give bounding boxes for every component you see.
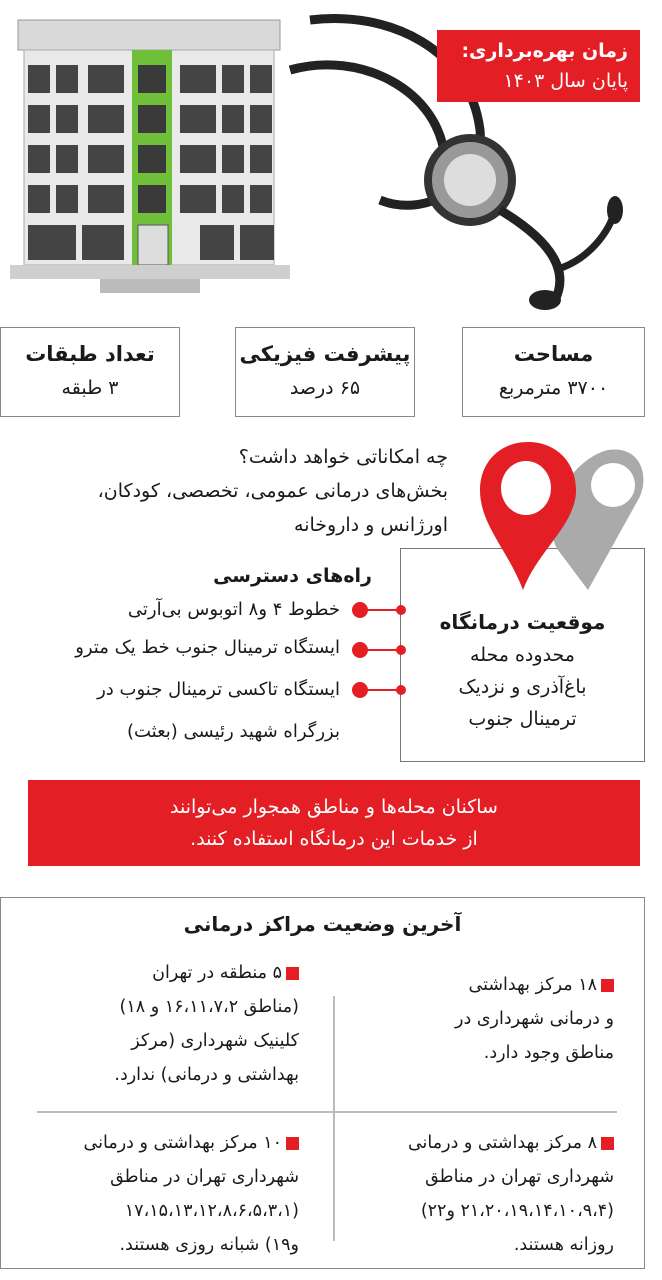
divider-horizontal <box>37 1111 617 1113</box>
location-line: باغ‌آذری و نزدیک <box>458 676 587 698</box>
access-title: راه‌های دسترسی <box>213 565 372 587</box>
hospital-building-illustration <box>10 10 290 300</box>
cell-line: (۲۱،۲۰،۱۹،۱۴،۱۰،۹،۴ و۲۲) <box>420 1201 614 1221</box>
connector-dot-icon <box>396 605 406 615</box>
cell-line: روزانه هستند. <box>513 1235 614 1255</box>
cell-line: ۱۰ مرکز بهداشتی و درمانی <box>83 1133 282 1153</box>
access-list <box>0 590 410 760</box>
stat-title: پیشرفت فیزیکی <box>239 342 411 366</box>
status-title: آخرین وضعیت مراکز درمانی <box>183 912 462 936</box>
stat-value: ۶۵ درصد <box>289 377 361 399</box>
operation-date-value: پایان سال ۱۴۰۳ <box>503 70 628 92</box>
stat-title: مساحت <box>513 342 594 366</box>
red-square-icon <box>286 967 299 980</box>
banner-line: از خدمات این درمانگاه استفاده کنند. <box>190 828 478 850</box>
residents-banner <box>28 780 640 866</box>
facilities-question: چه امکاناتی خواهد داشت؟ <box>238 446 448 468</box>
facilities-answer-line1: بخش‌های درمانی عمومی، تخصصی، کودکان، <box>97 480 448 502</box>
status-cell <box>334 968 614 1070</box>
bullet-dot-icon <box>352 602 368 618</box>
operation-date-label: زمان بهره‌برداری: <box>461 40 628 62</box>
bullet-dot-icon <box>352 682 368 698</box>
red-square-icon <box>601 979 614 992</box>
stat-physical-progress <box>235 327 415 417</box>
stat-area <box>462 327 645 417</box>
operation-date-box <box>437 30 640 102</box>
stat-title: تعداد طبقات <box>25 342 155 366</box>
red-square-icon <box>601 1137 614 1150</box>
location-title: موقعیت درمانگاه <box>439 610 606 634</box>
map-pin-icon <box>478 440 650 590</box>
cell-line: ۵ منطقه در تهران <box>152 963 282 983</box>
location-line: ترمینال جنوب <box>468 708 577 730</box>
cell-line: و۱۹) شبانه روزی هستند. <box>119 1235 299 1255</box>
stat-value: ۳۷۰۰ مترمربع <box>498 377 609 399</box>
access-item: ایستگاه ترمینال جنوب خط یک مترو <box>75 637 340 658</box>
cell-line: (مناطق ۱۶،۱۱،۷،۲ و ۱۸) <box>119 997 299 1017</box>
cell-line: مناطق وجود دارد. <box>483 1043 614 1063</box>
location-line: محدوده محله <box>470 644 575 666</box>
cell-line: ۱۸ مرکز بهداشتی <box>468 975 597 995</box>
access-item: خطوط ۴ و۸ اتوبوس بی‌آرتی <box>127 599 340 620</box>
stat-floors <box>0 327 180 417</box>
access-item: بزرگراه شهید رئیسی (بعثت) <box>126 721 340 742</box>
cell-line: ۸ مرکز بهداشتی و درمانی <box>407 1133 597 1153</box>
cell-line: و درمانی شهرداری در <box>455 1009 614 1029</box>
cell-line: (۱۷،۱۵،۱۳،۱۲،۸،۶،۵،۳،۱ <box>124 1201 299 1221</box>
cell-line: شهرداری تهران در مناطق <box>425 1167 614 1187</box>
cell-line: شهرداری تهران در مناطق <box>110 1167 299 1187</box>
connector-dot-icon <box>396 645 406 655</box>
cell-line: کلینیک شهرداری (مرکز <box>131 1031 299 1051</box>
status-cell <box>0 1126 299 1262</box>
cell-line: بهداشتی و درمانی) ندارد. <box>114 1065 299 1085</box>
health-centers-status-box <box>0 897 645 1269</box>
bullet-dot-icon <box>352 642 368 658</box>
status-cell <box>314 1126 614 1262</box>
stat-value: ۳ طبقه <box>61 377 119 399</box>
status-cell <box>9 956 299 1092</box>
banner-line: ساکنان محله‌ها و مناطق همجوار می‌توانند <box>170 796 498 818</box>
red-square-icon <box>286 1137 299 1150</box>
access-item: ایستگاه تاکسی ترمینال جنوب در <box>97 679 340 700</box>
connector-dot-icon <box>396 685 406 695</box>
facilities-answer-line2: اورژانس و داروخانه <box>294 514 448 536</box>
facilities-section <box>8 440 448 542</box>
